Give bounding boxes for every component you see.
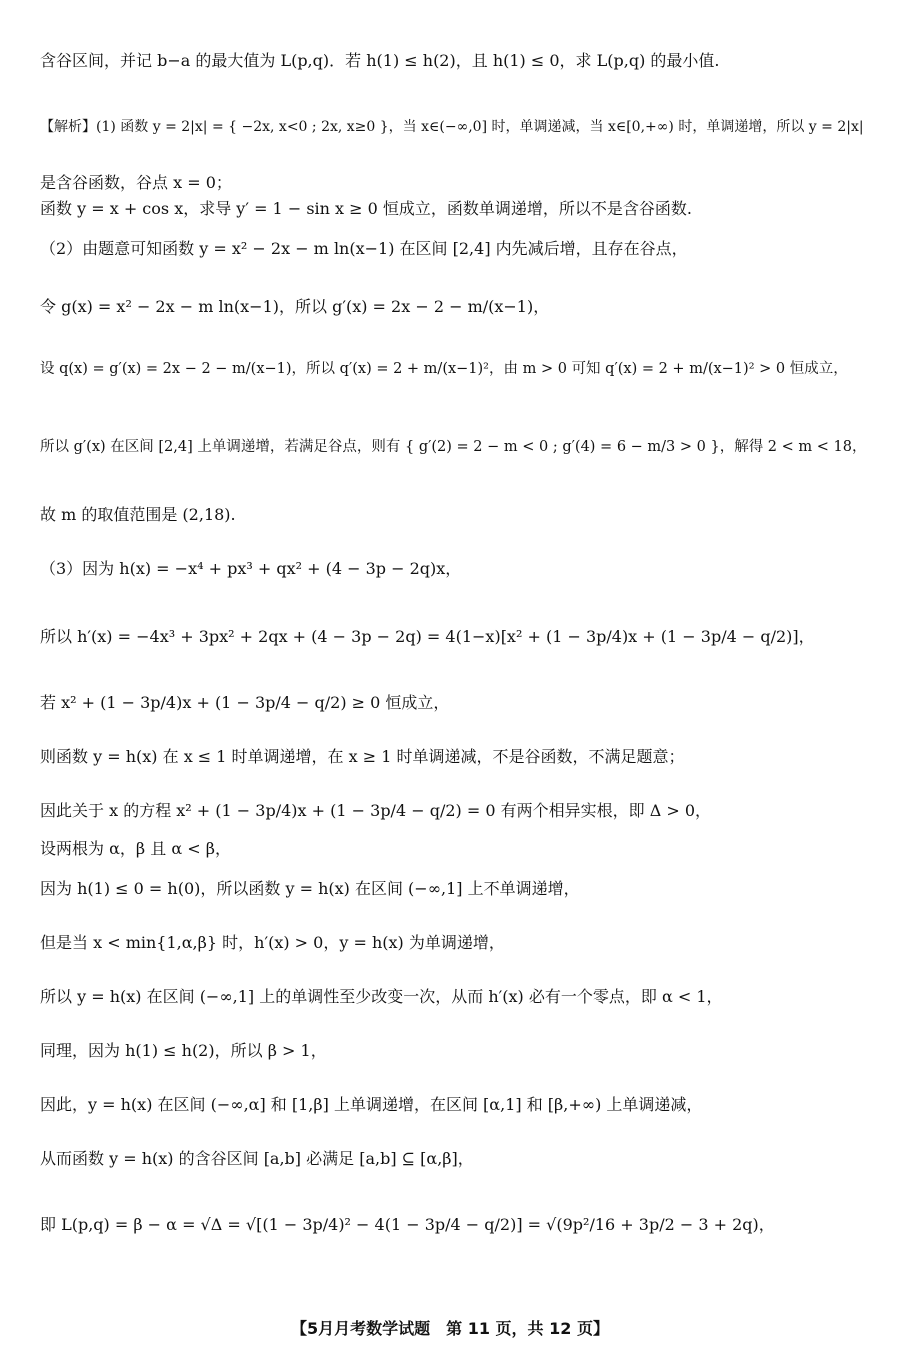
text-line-8: 所以 g′(x) 在区间 [2,4] 上单调递增，若满足谷点，则有 { g′(2) = 2 − m < 0 ; g′(4) = 6 − m/3 > 0 }，解得 2 < m < 18， bbox=[40, 439, 867, 455]
text-line-11: 所以 h′(x) = −4x³ + 3px² + 2qx + (4 − 3p − 2q) = 4(1−x)[x² + (1 − 3p/4)x + (1 − 3p/4 − q/2)]， bbox=[40, 627, 815, 646]
text-line-19: 同理，因为 h(1) ≤ h(2)，所以 β > 1， bbox=[40, 1041, 327, 1060]
text-line-6: 令 g(x) = x² − 2x − m ln(x−1)，所以 g′(x) = 2x − 2 − m/(x−1)， bbox=[40, 297, 550, 316]
text-line-14: 因此关于 x 的方程 x² + (1 − 3p/4)x + (1 − 3p/4 − q/2) = 0 有两个相异实根，即 Δ > 0， bbox=[40, 801, 712, 820]
text-line-1: 含谷区间，并记 b−a 的最大值为 L(p,q)．若 h(1) ≤ h(2)，且 h(1) ≤ 0，求 L(p,q) 的最小值. bbox=[40, 51, 720, 70]
text-line-7: 设 q(x) = g′(x) = 2x − 2 − m/(x−1)，所以 q′(x) = 2 + m/(x−1)²，由 m > 0 可知 q′(x) = 2 + m/(x−1)² > 0 恒成立， bbox=[40, 361, 848, 377]
text-line-16: 因为 h(1) ≤ 0 = h(0)，所以函数 y = h(x) 在区间 (−∞,1] 上不单调递增， bbox=[40, 879, 580, 898]
text-line-18: 所以 y = h(x) 在区间 (−∞,1] 上的单调性至少改变一次，从而 h′(x) 必有一个零点，即 α < 1， bbox=[40, 987, 723, 1006]
text-line-12: 若 x² + (1 − 3p/4)x + (1 − 3p/4 − q/2) ≥ 0 恒成立， bbox=[40, 693, 450, 712]
text-line-15: 设两根为 α，β 且 α < β， bbox=[40, 839, 231, 858]
text-line-20: 因此，y = h(x) 在区间 (−∞,α] 和 [1,β] 上单调递增，在区间 [α,1] 和 [β,+∞) 上单调递减， bbox=[40, 1095, 703, 1114]
text-line-9: 故 m 的取值范围是 (2,18). bbox=[40, 505, 236, 524]
text-line-13: 则函数 y = h(x) 在 x ≤ 1 时单调递增，在 x ≥ 1 时单调递减，不是谷函数，不满足题意； bbox=[40, 747, 685, 766]
page-footer: 【5月月考数学试题 第 11 页，共 12 页】 bbox=[291, 1319, 609, 1338]
text-line-10: （3）因为 h(x) = −x⁴ + px³ + qx² + (4 − 3p − 2q)x， bbox=[40, 559, 462, 578]
text-line-4: 函数 y = x + cos x，求导 y′ = 1 − sin x ≥ 0 恒成立，函数单调递增，所以不是含谷函数. bbox=[40, 199, 692, 218]
text-line-17: 但是当 x < min{1,α,β} 时，h′(x) > 0，y = h(x) 为单调递增， bbox=[40, 933, 505, 952]
text-line-21: 从而函数 y = h(x) 的含谷区间 [a,b] 必满足 [a,b] ⊆ [α,β]， bbox=[40, 1149, 474, 1168]
text-line-22: 即 L(p,q) = β − α = √Δ = √[(1 − 3p/4)² − 4(1 − 3p/4 − q/2)] = √(9p²/16 + 3p/2 − 3 + 2q)， bbox=[40, 1215, 775, 1234]
text-line-3: 是含谷函数，谷点 x = 0； bbox=[40, 173, 232, 192]
text-line-2: 【解析】(1) 函数 y = 2|x| = { −2x, x<0 ; 2x, x≥0 }，当 x∈(−∞,0] 时，单调递减，当 x∈[0,+∞) 时，单调递增，所以 y = 2|x| bbox=[40, 119, 864, 135]
text-line-5: （2）由题意可知函数 y = x² − 2x − m ln(x−1) 在区间 [2,4] 内先减后增，且存在谷点， bbox=[40, 239, 688, 258]
